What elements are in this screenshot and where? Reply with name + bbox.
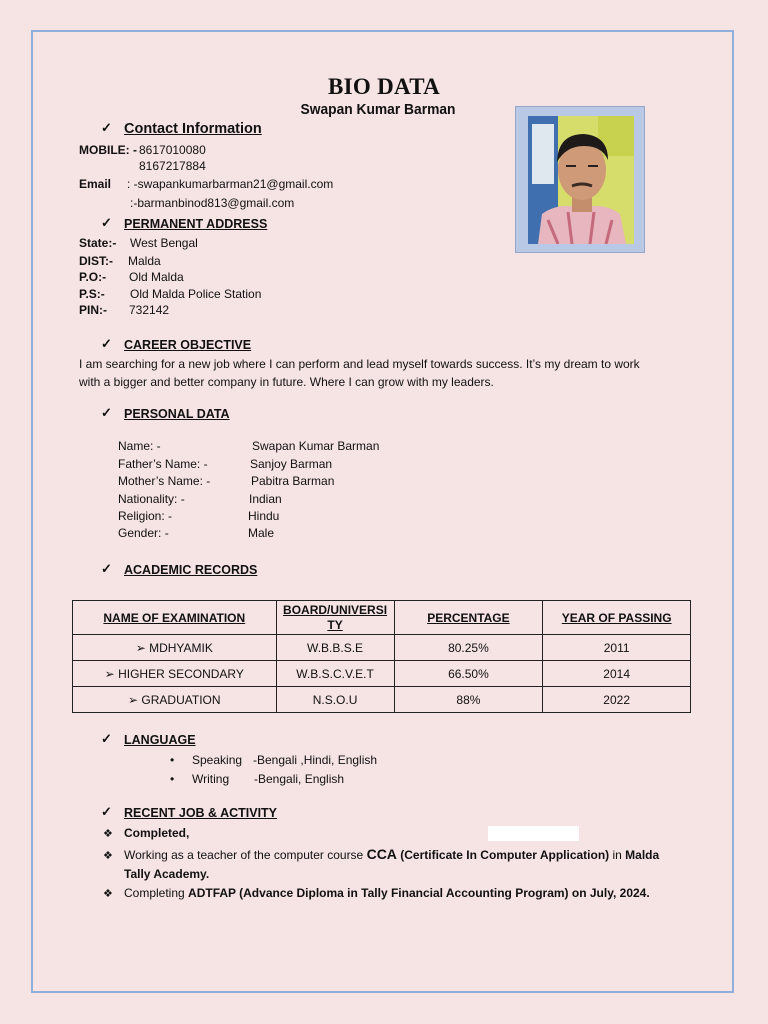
check-icon: ✓ (101, 405, 112, 420)
address-value-ps: Old Malda Police Station (130, 287, 262, 301)
objective-line-1: I am searching for a new job where I can perform and lead myself towards success. It’s my dream to work (79, 357, 640, 371)
cell-year: 2011 (543, 635, 691, 661)
address-value-state: West Bengal (130, 236, 198, 250)
cell-percentage: 88% (394, 687, 543, 713)
exam-name: HIGHER SECONDARY (118, 666, 244, 681)
check-icon: ✓ (101, 336, 112, 351)
address-label-state: State:- (79, 236, 117, 250)
check-icon: ✓ (101, 804, 112, 819)
arrow-icon: ➢ (128, 692, 139, 707)
personal-value-nationality: Indian (249, 492, 282, 506)
language-heading: LANGUAGE (124, 733, 196, 747)
personal-label-nationality: Nationality: - (118, 492, 185, 506)
email-1: : -swapankumarbarman21@gmail.com (127, 177, 334, 191)
profile-photo (515, 106, 645, 253)
language-speaking-label: Speaking (192, 753, 243, 767)
candidate-name-title: Swapan Kumar Barman (300, 101, 456, 118)
address-label-pin: PIN:- (79, 303, 107, 317)
personal-label-name: Name: - (118, 439, 161, 453)
table-header-row (73, 601, 691, 635)
personal-value-gender: Male (248, 526, 275, 540)
personal-label-mother: Mother’s Name: - (118, 474, 211, 488)
job-cca: CCA (366, 846, 397, 862)
academic-table (72, 600, 691, 713)
job-in-text: in (609, 848, 626, 862)
cell-percentage: 80.25% (394, 635, 543, 661)
col-header-exam: NAME OF EXAMINATION (73, 601, 277, 635)
email-2: :-barmanbinod813@gmail.com (130, 196, 295, 210)
col-header-year: YEAR OF PASSING (543, 601, 691, 635)
redacted-box (488, 826, 579, 841)
cell-exam (73, 661, 277, 687)
address-value-po: Old Malda (129, 270, 184, 284)
personal-heading: PERSONAL DATA (124, 407, 230, 421)
cell-year: 2022 (543, 687, 691, 713)
job-item-teacher (124, 846, 659, 862)
table-row (73, 661, 691, 687)
academic-heading: ACADEMIC RECORDS (124, 563, 258, 577)
personal-value-mother: Pabitra Barman (251, 474, 335, 488)
col-header-percentage: PERCENTAGE (394, 601, 543, 635)
address-value-pin: 732142 (129, 303, 170, 317)
check-icon: ✓ (101, 731, 112, 746)
personal-label-father: Father’s Name: - (118, 457, 208, 471)
objective-line-2: with a bigger and better company in future. Where I can grow with my leaders. (79, 375, 494, 389)
diamond-bullet-icon: ❖ (103, 888, 113, 900)
address-heading: PERMANENT ADDRESS (124, 217, 268, 231)
table-row (73, 635, 691, 661)
objective-heading: CAREER OBJECTIVE (124, 338, 252, 352)
cell-board: N.S.O.U (276, 687, 394, 713)
language-writing-label: Writing (192, 772, 230, 786)
table-row (73, 687, 691, 713)
col-header-board (276, 601, 394, 635)
exam-name: GRADUATION (141, 692, 221, 707)
mobile-number-1: 8617010080 (139, 143, 206, 157)
job-adtfap-pre: Completing (124, 886, 189, 900)
cell-board: W.B.B.S.E (276, 635, 394, 661)
portrait-image (528, 116, 634, 244)
personal-label-religion: Religion: - (118, 509, 173, 523)
contact-heading: Contact Information (124, 121, 262, 137)
mobile-label: MOBILE: - (79, 143, 137, 157)
cell-percentage: 66.50% (394, 661, 543, 687)
personal-value-father: Sanjoy Barman (250, 457, 333, 471)
job-cca-full: (Certificate In Computer Application) (396, 848, 610, 862)
job-item-teacher-line2: Tally Academy. (124, 867, 210, 881)
exam-name: MDHYAMIK (149, 640, 213, 655)
job-item-completed: Completed, (124, 826, 190, 840)
cell-year: 2014 (543, 661, 691, 687)
job-teacher-text: Working as a teacher of the computer course (124, 848, 367, 862)
job-adtfap-bold: ADTFAP (Advance Diploma in Tally Financial Accounting Program) on July, 2024. (188, 886, 650, 900)
job-item-adtfap (124, 886, 650, 900)
cell-exam (73, 635, 277, 661)
language-writing-value: -Bengali, English (254, 772, 345, 786)
address-label-ps: P.S:- (79, 287, 105, 301)
mobile-number-2: 8167217884 (139, 159, 206, 173)
bullet-dot-icon: • (170, 753, 175, 767)
col-header-board-line1: BOARD/UNIVERSI (283, 602, 388, 617)
col-header-board-line2: TY (327, 617, 343, 632)
job-place: Malda (625, 848, 660, 862)
address-label-po: P.O:- (79, 270, 107, 284)
check-icon: ✓ (101, 215, 112, 230)
jobs-heading: RECENT JOB & ACTIVITY (124, 806, 278, 820)
diamond-bullet-icon: ❖ (103, 850, 113, 862)
personal-label-gender: Gender: - (118, 526, 169, 540)
language-speaking-value: -Bengali ,Hindi, English (253, 753, 378, 767)
cell-exam (73, 687, 277, 713)
personal-value-religion: Hindu (248, 509, 280, 523)
arrow-icon: ➢ (135, 640, 146, 655)
address-label-dist: DIST:- (79, 254, 113, 268)
email-label: Email (79, 177, 112, 191)
bullet-dot-icon: • (170, 772, 175, 786)
diamond-bullet-icon: ❖ (103, 828, 113, 840)
arrow-icon: ➢ (104, 666, 115, 681)
page-title: BIO DATA (327, 74, 441, 99)
address-value-dist: Malda (128, 254, 161, 268)
personal-value-name: Swapan Kumar Barman (252, 439, 380, 453)
check-icon: ✓ (101, 561, 112, 576)
cell-board: W.B.S.C.V.E.T (276, 661, 394, 687)
check-icon: ✓ (101, 120, 112, 135)
